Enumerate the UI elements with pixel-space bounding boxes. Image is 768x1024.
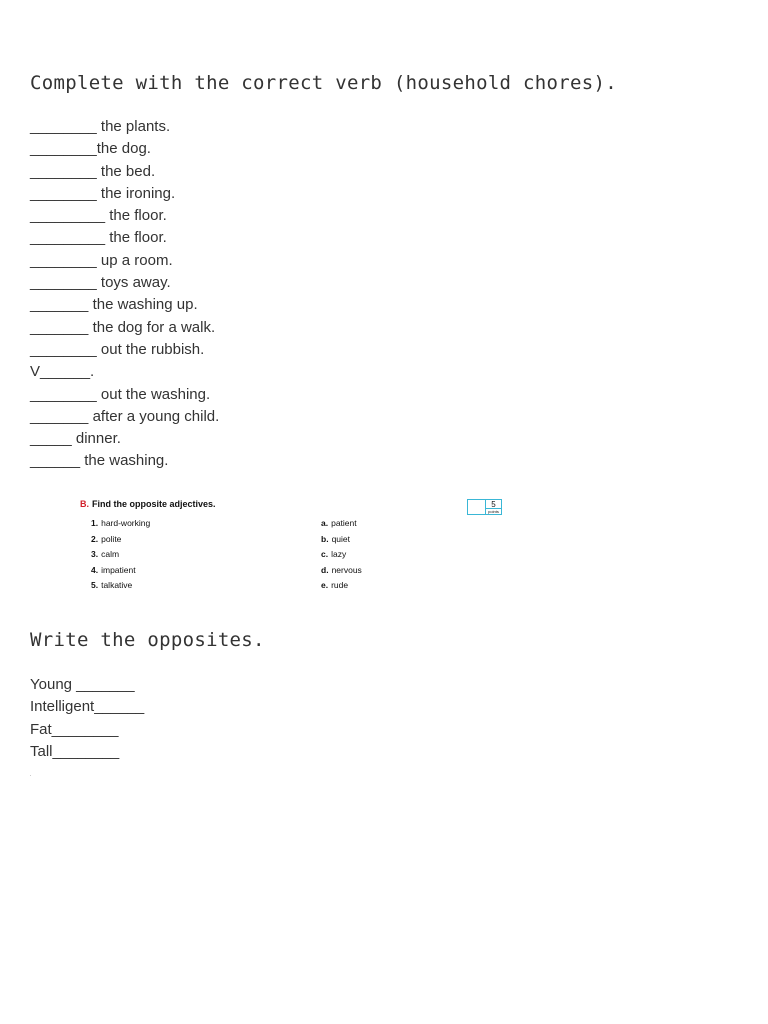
opposite-item [321, 578, 362, 594]
item-word: calm [101, 549, 120, 559]
score-box [467, 499, 502, 515]
opposite-line: Intelligent______ [30, 698, 145, 716]
item-letter: e. [321, 580, 329, 590]
adjective-item [91, 547, 150, 563]
item-word: patient [331, 518, 357, 528]
item-word: nervous [331, 564, 362, 575]
score-blank-cell [468, 500, 486, 514]
stray-mark [30, 775, 31, 776]
opposite-line: Tall________ [30, 742, 120, 760]
chores-list [30, 116, 219, 473]
score-value: 5 [491, 500, 496, 509]
chore-line: ________ up a room. [30, 251, 173, 269]
heading-household-chores: Complete with the correct verb (household chores). [30, 72, 617, 94]
opposite-item [321, 516, 362, 532]
chore-line: _________ the floor. [30, 229, 167, 247]
item-word: quiet [331, 533, 350, 544]
item-word: rude [331, 580, 349, 590]
item-word: polite [101, 533, 122, 544]
adjective-item [91, 563, 150, 579]
chore-line: ________ the bed. [30, 162, 156, 180]
chore-line: _______ after a young child. [30, 407, 220, 425]
item-word: impatient [101, 564, 136, 575]
item-number: 3. [91, 549, 99, 559]
adjective-item [91, 532, 150, 548]
score-value-cell [486, 500, 501, 514]
opposite-line: Fat________ [30, 720, 119, 738]
item-word: hard-working [101, 518, 151, 528]
chore-line: ________the dog. [30, 140, 151, 158]
opposite-line: Young _______ [30, 676, 135, 693]
item-word: talkative [101, 580, 133, 590]
item-number: 2. [91, 533, 99, 544]
item-number: 5. [91, 580, 99, 590]
item-letter: d. [321, 564, 329, 575]
exercise-letter: B. [80, 499, 89, 509]
item-letter: b. [321, 533, 329, 544]
chore-line: ________ out the washing. [30, 385, 211, 403]
item-number: 4. [91, 564, 99, 575]
opposites-list [30, 674, 144, 763]
item-letter: a. [321, 518, 329, 528]
item-word: lazy [331, 549, 347, 559]
score-unit: points [486, 508, 501, 514]
chore-line: _________ the floor. [30, 207, 167, 225]
exercise-instruction: Find the opposite adjectives. [92, 499, 216, 509]
adjectives-left-column [91, 516, 150, 594]
item-number: 1. [91, 518, 99, 528]
chore-line: _______ the dog for a walk. [30, 318, 216, 336]
chore-line: V______. [30, 363, 95, 381]
opposite-item [321, 547, 362, 563]
adjectives-right-column [321, 516, 362, 594]
heading-write-opposites: Write the opposites. [30, 629, 265, 651]
adjective-item [91, 578, 150, 594]
opposite-adjectives-exercise [70, 496, 520, 596]
chore-line: ________ out the rubbish. [30, 340, 205, 358]
chore-line: ________ the plants. [30, 118, 171, 135]
item-letter: c. [321, 549, 329, 559]
chore-line: _______ the washing up. [30, 296, 198, 314]
exercise-title [80, 499, 216, 509]
adjective-item [91, 516, 150, 532]
opposite-item [321, 532, 362, 548]
opposite-item [321, 563, 362, 579]
chore-line: _____ dinner. [30, 430, 121, 448]
chore-line: ______ the washing. [30, 452, 169, 470]
chore-line: ________ the ironing. [30, 184, 176, 202]
chore-line: ________ toys away. [30, 274, 171, 292]
